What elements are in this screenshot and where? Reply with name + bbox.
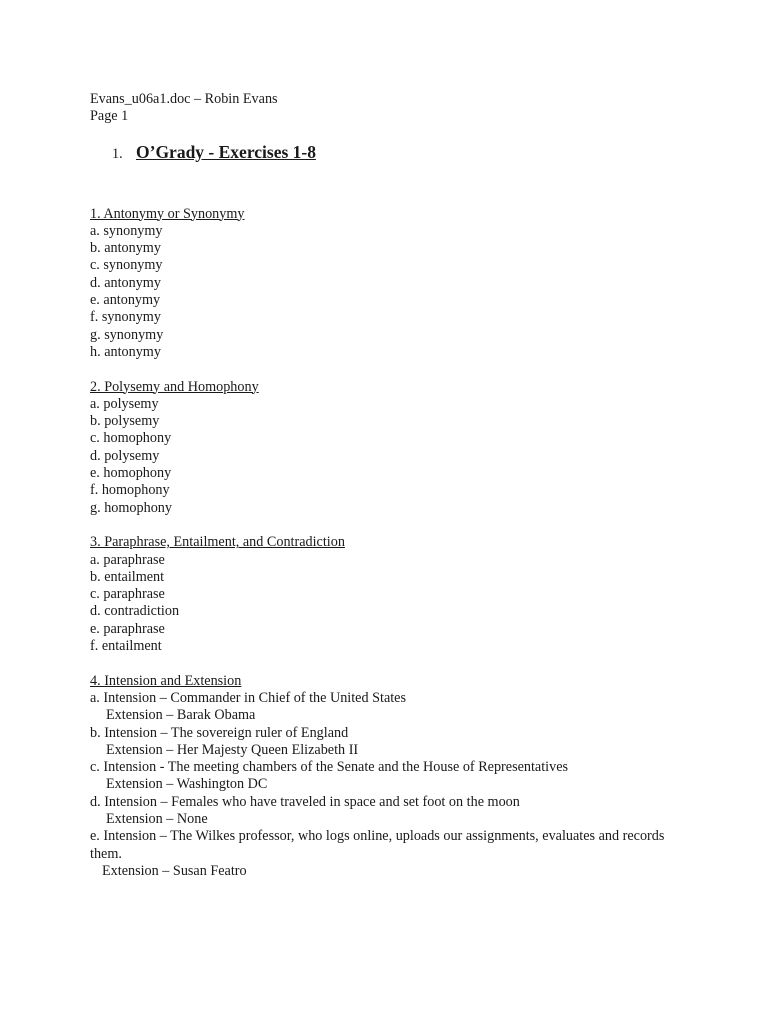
- section-intension-extension: [90, 673, 730, 881]
- answer-item: a. paraphrase: [90, 551, 165, 568]
- file-name-line: Evans_u06a1.doc – Robin Evans: [90, 91, 278, 107]
- answer-item: c. homophony: [90, 430, 172, 447]
- answer-item: d. polysemy: [90, 447, 160, 464]
- document-body: [90, 91, 730, 897]
- answer-item: h. antonymy: [90, 343, 161, 360]
- section-antonymy-synonymy: [90, 206, 730, 362]
- answer-item: d. contradiction: [90, 603, 180, 620]
- intension-item: b. Intension – The sovereign ruler of England: [90, 724, 349, 741]
- extension-item: Extension – None: [106, 810, 208, 827]
- answer-item: a. synonymy: [90, 222, 163, 239]
- section-heading: 4. Intension and Extension: [90, 672, 242, 689]
- section-heading: 1. Antonymy or Synonymy: [90, 205, 245, 222]
- extension-item: Extension – Her Majesty Queen Elizabeth II: [106, 741, 359, 758]
- page-number-line: Page 1: [90, 108, 129, 125]
- answer-item: g. synonymy: [90, 326, 164, 343]
- extension-item: Extension – Susan Featro: [102, 862, 247, 879]
- intension-item: a. Intension – Commander in Chief of the United States: [90, 689, 407, 706]
- section-paraphrase-entailment: [90, 534, 730, 655]
- answer-item: b. antonymy: [90, 240, 161, 257]
- answer-item: f. synonymy: [90, 309, 161, 326]
- answer-item: e. antonymy: [90, 292, 161, 309]
- intension-item: d. Intension – Females who have traveled in space and set foot on the moon: [90, 793, 520, 810]
- answer-item: d. antonymy: [90, 274, 161, 291]
- title-text: O’Grady - Exercises 1-8: [136, 141, 316, 162]
- answer-item: e. homophony: [90, 465, 172, 482]
- answer-item: b. polysemy: [90, 413, 160, 430]
- answer-item: e. paraphrase: [90, 620, 165, 637]
- intension-item: e. Intension – The Wilkes professor, who logs online, uploads our assignments, evaluates and records them.: [90, 828, 665, 862]
- answer-item: f. entailment: [90, 638, 162, 655]
- answer-item: a. polysemy: [90, 395, 159, 412]
- title-list-number: 1.: [112, 145, 123, 162]
- extension-item: Extension – Barak Obama: [106, 707, 256, 724]
- section-heading: 2. Polysemy and Homophony: [90, 378, 259, 395]
- extension-item: Extension – Washington DC: [106, 776, 268, 793]
- exercise-title: [112, 141, 730, 168]
- section-polysemy-homophony: [90, 379, 730, 517]
- answer-item: g. homophony: [90, 499, 172, 516]
- section-heading: 3. Paraphrase, Entailment, and Contradiction: [90, 534, 345, 551]
- intension-item: c. Intension - The meeting chambers of the Senate and the House of Representatives: [90, 759, 569, 776]
- answer-item: b. entailment: [90, 568, 165, 585]
- answer-item: c. synonymy: [90, 257, 163, 274]
- answer-item: c. paraphrase: [90, 586, 165, 603]
- answer-item: f. homophony: [90, 482, 170, 499]
- document-header: [90, 91, 730, 126]
